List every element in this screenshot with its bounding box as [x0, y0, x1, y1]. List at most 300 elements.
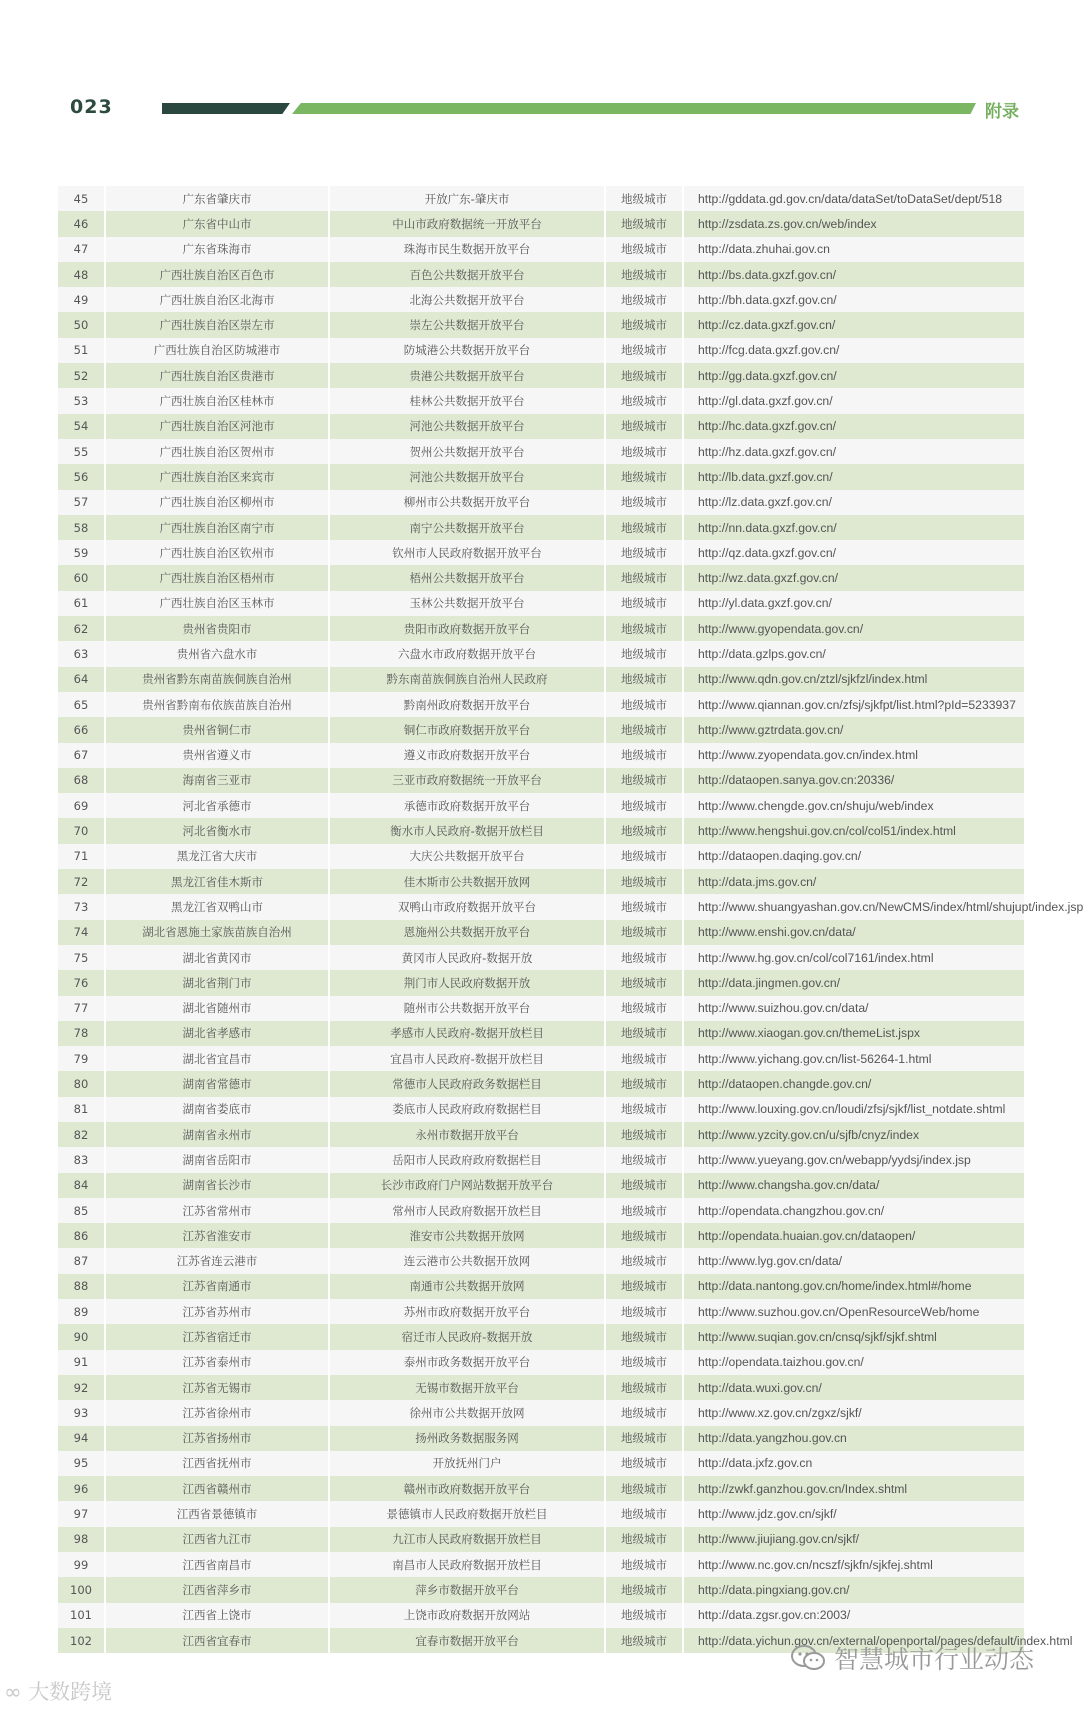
- row-platform-name: 徐州市公共数据开放网: [330, 1400, 606, 1425]
- row-url: http://lz.data.gxzf.gov.cn/: [698, 495, 832, 510]
- row-url: http://bs.data.gxzf.gov.cn/: [698, 267, 836, 282]
- table-row: [58, 1426, 1024, 1451]
- row-url: http://bh.data.gxzf.gov.cn/: [698, 292, 837, 307]
- table-row: [58, 363, 1024, 388]
- row-number: 53: [58, 388, 106, 413]
- row-number: 48: [58, 262, 106, 287]
- row-number: 84: [58, 1173, 106, 1198]
- table-row: [58, 464, 1024, 489]
- row-number: 55: [58, 439, 106, 464]
- row-location: 江苏省苏州市: [106, 1299, 330, 1324]
- row-city-level: 地级城市: [606, 1527, 684, 1552]
- row-city-level: 地级城市: [606, 1021, 684, 1046]
- row-city-level: 地级城市: [606, 540, 684, 565]
- row-url: http://dataopen.daqing.gov.cn/: [698, 849, 862, 864]
- row-platform-name: 开放抚州门户: [330, 1451, 606, 1476]
- row-number: 87: [58, 1248, 106, 1273]
- row-location: 江西省萍乡市: [106, 1577, 330, 1602]
- row-number: 69: [58, 793, 106, 818]
- row-platform-name: 常州市人民政府数据开放栏目: [330, 1198, 606, 1223]
- row-city-level: 地级城市: [606, 920, 684, 945]
- table-row: [58, 1299, 1024, 1324]
- row-url: http://www.xz.gov.cn/zgxz/sjkf/: [698, 1405, 862, 1420]
- section-label: 附录: [985, 102, 1019, 122]
- row-number: 85: [58, 1198, 106, 1223]
- row-location: 广西壮族自治区防城港市: [106, 338, 330, 363]
- row-url: http://yl.data.gxzf.gov.cn/: [698, 596, 832, 611]
- table-row: [58, 692, 1024, 717]
- table-row: [58, 439, 1024, 464]
- row-number: 73: [58, 894, 106, 919]
- row-city-level: 地级城市: [606, 1400, 684, 1425]
- header-bar-green: [292, 103, 976, 114]
- table-row: [58, 414, 1024, 439]
- row-platform-name: 苏州市政府数据开放平台: [330, 1299, 606, 1324]
- row-platform-name: 防城港公共数据开放平台: [330, 338, 606, 363]
- row-city-level: 地级城市: [606, 996, 684, 1021]
- row-url: http://www.jdz.gov.cn/sjkf/: [698, 1507, 837, 1522]
- row-url: http://www.suzhou.gov.cn/OpenResourceWeb/home: [698, 1304, 980, 1319]
- table-row: [58, 312, 1024, 337]
- row-number: 54: [58, 414, 106, 439]
- table-row: [58, 616, 1024, 641]
- row-platform-name: 南昌市人民政府数据开放栏目: [330, 1552, 606, 1577]
- row-platform-name: 佳木斯市公共数据开放网: [330, 869, 606, 894]
- table-row: [58, 894, 1083, 919]
- table-row: [58, 1097, 1024, 1122]
- row-city-level: 地级城市: [606, 1552, 684, 1577]
- row-platform-name: 开放广东-肇庆市: [330, 186, 606, 211]
- row-location: 江苏省淮安市: [106, 1223, 330, 1248]
- table-row: [58, 743, 1024, 768]
- row-city-level: 地级城市: [606, 793, 684, 818]
- row-platform-name: 常德市人民政府政务数据栏目: [330, 1071, 606, 1096]
- row-url: http://www.hg.gov.cn/col/col7161/index.html: [698, 950, 934, 965]
- table-row: [58, 287, 1024, 312]
- row-platform-name: 柳州市公共数据开放平台: [330, 490, 606, 515]
- row-city-level: 地级城市: [606, 1147, 684, 1172]
- row-location: 广西壮族自治区百色市: [106, 262, 330, 287]
- row-platform-name: 九江市人民政府数据开放栏目: [330, 1527, 606, 1552]
- row-platform-name: 扬州政务数据服务网: [330, 1426, 606, 1451]
- row-platform-name: 永州市数据开放平台: [330, 1122, 606, 1147]
- row-location: 广西壮族自治区梧州市: [106, 565, 330, 590]
- row-location: 黑龙江省双鸭山市: [106, 894, 330, 919]
- row-platform-name: 梧州公共数据开放平台: [330, 565, 606, 590]
- table-row: [58, 996, 1024, 1021]
- table-row: [58, 970, 1024, 995]
- table-row: [58, 338, 1024, 363]
- row-url: http://nn.data.gxzf.gov.cn/: [698, 520, 837, 535]
- row-platform-name: 三亚市政府数据统一开放平台: [330, 768, 606, 793]
- row-location: 湖北省宜昌市: [106, 1046, 330, 1071]
- row-platform-name: 连云港市公共数据开放网: [330, 1248, 606, 1273]
- table-row: [58, 1324, 1024, 1349]
- row-city-level: 地级城市: [606, 1223, 684, 1248]
- row-city-level: 地级城市: [606, 186, 684, 211]
- row-location: 江西省抚州市: [106, 1451, 330, 1476]
- row-number: 62: [58, 616, 106, 641]
- table-row: [58, 768, 1024, 793]
- row-url: http://www.louxing.gov.cn/loudi/zfsj/sjkf/list_notdate.shtml: [698, 1102, 1006, 1117]
- row-url: http://www.jiujiang.gov.cn/sjkf/: [698, 1532, 859, 1547]
- row-number: 80: [58, 1071, 106, 1096]
- row-location: 广西壮族自治区柳州市: [106, 490, 330, 515]
- row-platform-name: 崇左公共数据开放平台: [330, 312, 606, 337]
- row-number: 68: [58, 768, 106, 793]
- table-row: [58, 540, 1024, 565]
- row-number: 77: [58, 996, 106, 1021]
- row-city-level: 地级城市: [606, 894, 684, 919]
- row-url: http://www.gyopendata.gov.cn/: [698, 621, 864, 636]
- row-number: 49: [58, 287, 106, 312]
- row-location: 海南省三亚市: [106, 768, 330, 793]
- footer-left-text: 大数跨境: [28, 1680, 113, 1704]
- table-row: [58, 1476, 1024, 1501]
- row-location: 江苏省宿迁市: [106, 1324, 330, 1349]
- row-number: 94: [58, 1426, 106, 1451]
- row-url: http://data.gzlps.gov.cn/: [698, 646, 826, 661]
- row-city-level: 地级城市: [606, 414, 684, 439]
- row-city-level: 地级城市: [606, 667, 684, 692]
- table-row: [58, 262, 1024, 287]
- row-platform-name: 宜昌市人民政府-数据开放栏目: [330, 1046, 606, 1071]
- row-url: http://wz.data.gxzf.gov.cn/: [698, 571, 839, 586]
- row-url: http://data.zgsr.gov.cn:2003/: [698, 1608, 851, 1623]
- table-row: [58, 1527, 1024, 1552]
- row-location: 湖南省岳阳市: [106, 1147, 330, 1172]
- row-city-level: 地级城市: [606, 768, 684, 793]
- row-number: 61: [58, 591, 106, 616]
- row-platform-name: 淮安市公共数据开放网: [330, 1223, 606, 1248]
- row-platform-name: 玉林公共数据开放平台: [330, 591, 606, 616]
- row-city-level: 地级城市: [606, 970, 684, 995]
- row-location: 江苏省无锡市: [106, 1375, 330, 1400]
- row-number: 98: [58, 1527, 106, 1552]
- row-platform-name: 无锡市数据开放平台: [330, 1375, 606, 1400]
- row-number: 46: [58, 211, 106, 236]
- row-url: http://www.chengde.gov.cn/shuju/web/index: [698, 798, 934, 813]
- row-url: http://www.gztrdata.gov.cn/: [698, 722, 844, 737]
- wechat-icon: [790, 1644, 826, 1672]
- row-number: 59: [58, 540, 106, 565]
- table-row: [58, 641, 1024, 666]
- row-url: http://www.zyopendata.gov.cn/index.html: [698, 748, 918, 763]
- row-city-level: 地级城市: [606, 1299, 684, 1324]
- row-city-level: 地级城市: [606, 1122, 684, 1147]
- row-location: 江苏省扬州市: [106, 1426, 330, 1451]
- row-number: 45: [58, 186, 106, 211]
- row-platform-name: 黄冈市人民政府-数据开放: [330, 945, 606, 970]
- row-city-level: 地级城市: [606, 818, 684, 843]
- row-city-level: 地级城市: [606, 262, 684, 287]
- row-city-level: 地级城市: [606, 844, 684, 869]
- row-platform-name: 中山市政府数据统一开放平台: [330, 211, 606, 236]
- row-city-level: 地级城市: [606, 363, 684, 388]
- table-row: [58, 1071, 1024, 1096]
- row-location: 江西省宜春市: [106, 1628, 330, 1653]
- row-platform-name: 长沙市政府门户网站数据开放平台: [330, 1173, 606, 1198]
- row-city-level: 地级城市: [606, 1350, 684, 1375]
- row-number: 96: [58, 1476, 106, 1501]
- footer-watermark-right: [790, 1640, 1034, 1676]
- row-number: 78: [58, 1021, 106, 1046]
- row-number: 76: [58, 970, 106, 995]
- row-platform-name: 铜仁市政府数据开放平台: [330, 717, 606, 742]
- row-platform-name: 赣州市政府数据开放平台: [330, 1476, 606, 1501]
- page-number: 023: [70, 96, 113, 118]
- row-url: http://dataopen.sanya.gov.cn:20336/: [698, 773, 895, 788]
- row-city-level: 地级城市: [606, 692, 684, 717]
- row-url: http://www.xiaogan.gov.cn/themeList.jspx: [698, 1026, 920, 1041]
- row-platform-name: 遵义市政府数据开放平台: [330, 743, 606, 768]
- row-platform-name: 荆门市人民政府数据开放: [330, 970, 606, 995]
- table-row: [58, 1451, 1024, 1476]
- table-row: [58, 1046, 1024, 1071]
- row-number: 75: [58, 945, 106, 970]
- row-url: http://www.shuangyashan.gov.cn/NewCMS/index/html/shujupt/index.jsp: [698, 899, 1083, 914]
- row-number: 57: [58, 490, 106, 515]
- row-city-level: 地级城市: [606, 1173, 684, 1198]
- row-location: 贵州省贵阳市: [106, 616, 330, 641]
- table-row: [58, 667, 1024, 692]
- row-location: 河北省衡水市: [106, 818, 330, 843]
- row-url: http://data.yangzhou.gov.cn: [698, 1431, 847, 1446]
- row-location: 湖北省恩施土家族苗族自治州: [106, 920, 330, 945]
- table-row: [58, 1173, 1024, 1198]
- row-location: 江西省景德镇市: [106, 1501, 330, 1526]
- row-location: 贵州省铜仁市: [106, 717, 330, 742]
- row-url: http://gl.data.gxzf.gov.cn/: [698, 394, 833, 409]
- row-platform-name: 承德市政府数据开放平台: [330, 793, 606, 818]
- row-url: http://data.nantong.gov.cn/home/index.html#/home: [698, 1279, 972, 1294]
- row-number: 52: [58, 363, 106, 388]
- table-row: [58, 1147, 1024, 1172]
- row-location: 贵州省黔东南苗族侗族自治州: [106, 667, 330, 692]
- row-platform-name: 钦州市人民政府数据开放平台: [330, 540, 606, 565]
- table-row: [58, 211, 1024, 236]
- row-number: 82: [58, 1122, 106, 1147]
- row-url: http://opendata.taizhou.gov.cn/: [698, 1355, 864, 1370]
- table-row: [58, 490, 1024, 515]
- row-location: 湖北省荆门市: [106, 970, 330, 995]
- row-url: http://gg.data.gxzf.gov.cn/: [698, 368, 837, 383]
- row-url: http://www.lyg.gov.cn/data/: [698, 1254, 843, 1269]
- table-row: [58, 1400, 1024, 1425]
- row-platform-name: 娄底市人民政府政府数据栏目: [330, 1097, 606, 1122]
- table-row: [58, 818, 1024, 843]
- row-location: 江苏省连云港市: [106, 1248, 330, 1273]
- row-location: 江西省赣州市: [106, 1476, 330, 1501]
- row-platform-name: 贵阳市政府数据开放平台: [330, 616, 606, 641]
- row-number: 100: [58, 1577, 106, 1602]
- table-row: [58, 1223, 1024, 1248]
- row-url: http://www.enshi.gov.cn/data/: [698, 925, 856, 940]
- row-city-level: 地级城市: [606, 565, 684, 590]
- row-url: http://www.yzcity.gov.cn/u/sjfb/cnyz/index: [698, 1127, 920, 1142]
- table-row: [58, 1552, 1024, 1577]
- row-url: http://data.zhuhai.gov.cn: [698, 242, 830, 257]
- table-row: [58, 844, 1024, 869]
- row-platform-name: 随州市公共数据开放平台: [330, 996, 606, 1021]
- row-platform-name: 黔南州政府数据开放平台: [330, 692, 606, 717]
- row-location: 广东省中山市: [106, 211, 330, 236]
- row-city-level: 地级城市: [606, 1071, 684, 1096]
- row-city-level: 地级城市: [606, 1476, 684, 1501]
- row-platform-name: 景德镇市人民政府数据开放栏目: [330, 1501, 606, 1526]
- row-city-level: 地级城市: [606, 869, 684, 894]
- row-number: 101: [58, 1603, 106, 1628]
- weibo-icon: ∞: [4, 1680, 22, 1704]
- row-location: 江苏省徐州市: [106, 1400, 330, 1425]
- footer-watermark-left: [4, 1676, 112, 1706]
- row-city-level: 地级城市: [606, 1274, 684, 1299]
- row-number: 90: [58, 1324, 106, 1349]
- row-url: http://hc.data.gxzf.gov.cn/: [698, 419, 836, 434]
- row-city-level: 地级城市: [606, 490, 684, 515]
- table-row: [58, 945, 1024, 970]
- row-url: http://data.yichun.gov.cn/external/openportal/pages/default/index.html: [698, 1633, 1073, 1648]
- row-city-level: 地级城市: [606, 1628, 684, 1653]
- row-url: http://www.suizhou.gov.cn/data/: [698, 1001, 869, 1016]
- row-url: http://www.changsha.gov.cn/data/: [698, 1178, 880, 1193]
- table-row: [58, 1375, 1024, 1400]
- row-number: 64: [58, 667, 106, 692]
- row-location: 广西壮族自治区钦州市: [106, 540, 330, 565]
- row-platform-name: 宜春市数据开放平台: [330, 1628, 606, 1653]
- table-row: [58, 1577, 1024, 1602]
- row-city-level: 地级城市: [606, 1451, 684, 1476]
- row-city-level: 地级城市: [606, 515, 684, 540]
- row-number: 89: [58, 1299, 106, 1324]
- row-number: 81: [58, 1097, 106, 1122]
- row-number: 79: [58, 1046, 106, 1071]
- row-city-level: 地级城市: [606, 1603, 684, 1628]
- row-location: 广西壮族自治区北海市: [106, 287, 330, 312]
- row-location: 湖北省孝感市: [106, 1021, 330, 1046]
- header-bar-dark: [162, 103, 290, 114]
- table-row: [58, 1350, 1024, 1375]
- row-number: 65: [58, 692, 106, 717]
- table-row: [58, 869, 1024, 894]
- row-city-level: 地级城市: [606, 1248, 684, 1273]
- row-url: http://www.yichang.gov.cn/list-56264-1.html: [698, 1051, 932, 1066]
- row-city-level: 地级城市: [606, 237, 684, 262]
- row-city-level: 地级城市: [606, 439, 684, 464]
- row-location: 湖南省娄底市: [106, 1097, 330, 1122]
- row-platform-name: 衡水市人民政府-数据开放栏目: [330, 818, 606, 843]
- row-platform-name: 南通市公共数据开放网: [330, 1274, 606, 1299]
- row-url: http://zsdata.zs.gov.cn/web/index: [698, 216, 877, 231]
- row-number: 83: [58, 1147, 106, 1172]
- row-url: http://hz.data.gxzf.gov.cn/: [698, 444, 836, 459]
- row-url: http://fcg.data.gxzf.gov.cn/: [698, 343, 840, 358]
- row-platform-name: 河池公共数据开放平台: [330, 414, 606, 439]
- row-location: 湖南省长沙市: [106, 1173, 330, 1198]
- row-location: 江西省南昌市: [106, 1552, 330, 1577]
- row-location: 江西省上饶市: [106, 1603, 330, 1628]
- row-city-level: 地级城市: [606, 338, 684, 363]
- row-location: 广东省珠海市: [106, 237, 330, 262]
- row-url: http://lb.data.gxzf.gov.cn/: [698, 469, 833, 484]
- table-row: [58, 1021, 1024, 1046]
- row-url: http://data.pingxiang.gov.cn/: [698, 1582, 850, 1597]
- row-url: http://opendata.huaian.gov.cn/dataopen/: [698, 1228, 916, 1243]
- row-city-level: 地级城市: [606, 616, 684, 641]
- row-city-level: 地级城市: [606, 641, 684, 666]
- row-location: 江苏省常州市: [106, 1198, 330, 1223]
- table-row: [58, 565, 1024, 590]
- row-number: 51: [58, 338, 106, 363]
- row-platform-name: 泰州市政务数据开放平台: [330, 1350, 606, 1375]
- row-platform-name: 珠海市民生数据开放平台: [330, 237, 606, 262]
- row-number: 72: [58, 869, 106, 894]
- row-city-level: 地级城市: [606, 591, 684, 616]
- row-location: 广西壮族自治区河池市: [106, 414, 330, 439]
- row-platform-name: 上饶市政府数据开放网站: [330, 1603, 606, 1628]
- row-location: 广西壮族自治区崇左市: [106, 312, 330, 337]
- row-number: 74: [58, 920, 106, 945]
- row-number: 95: [58, 1451, 106, 1476]
- row-platform-name: 六盘水市政府数据开放平台: [330, 641, 606, 666]
- table-row: [58, 793, 1024, 818]
- row-number: 71: [58, 844, 106, 869]
- row-location: 黑龙江省佳木斯市: [106, 869, 330, 894]
- page-header: [0, 0, 1080, 160]
- row-number: 66: [58, 717, 106, 742]
- platform-table: [58, 186, 1083, 1653]
- row-url: http://cz.data.gxzf.gov.cn/: [698, 318, 836, 333]
- footer-right-text: 智慧城市行业动态: [834, 1645, 1035, 1674]
- row-number: 58: [58, 515, 106, 540]
- row-city-level: 地级城市: [606, 388, 684, 413]
- row-url: http://opendata.changzhou.gov.cn/: [698, 1203, 885, 1218]
- row-location: 湖北省黄冈市: [106, 945, 330, 970]
- row-url: http://www.suqian.gov.cn/cnsq/sjkf/sjkf.shtml: [698, 1330, 937, 1344]
- row-url: http://www.hengshui.gov.cn/col/col51/index.html: [698, 824, 956, 839]
- table-row: [58, 515, 1024, 540]
- row-url: http://qz.data.gxzf.gov.cn/: [698, 545, 836, 560]
- table-row: [58, 1274, 1024, 1299]
- row-platform-name: 萍乡市数据开放平台: [330, 1577, 606, 1602]
- row-number: 50: [58, 312, 106, 337]
- row-city-level: 地级城市: [606, 1046, 684, 1071]
- row-location: 河北省承德市: [106, 793, 330, 818]
- row-platform-name: 岳阳市人民政府政府数据栏目: [330, 1147, 606, 1172]
- row-location: 广西壮族自治区来宾市: [106, 464, 330, 489]
- row-url: http://gddata.gd.gov.cn/data/dataSet/toDataSet/dept/518: [698, 191, 1003, 206]
- row-platform-name: 百色公共数据开放平台: [330, 262, 606, 287]
- row-city-level: 地级城市: [606, 1501, 684, 1526]
- row-number: 56: [58, 464, 106, 489]
- table-row: [58, 591, 1024, 616]
- row-number: 70: [58, 818, 106, 843]
- row-location: 贵州省黔南布依族苗族自治州: [106, 692, 330, 717]
- row-number: 91: [58, 1350, 106, 1375]
- row-number: 102: [58, 1628, 106, 1653]
- row-platform-name: 黔东南苗族侗族自治州人民政府: [330, 667, 606, 692]
- row-platform-name: 桂林公共数据开放平台: [330, 388, 606, 413]
- row-location: 贵州省六盘水市: [106, 641, 330, 666]
- row-location: 广西壮族自治区玉林市: [106, 591, 330, 616]
- table-row: [58, 1248, 1024, 1273]
- row-number: 60: [58, 565, 106, 590]
- row-location: 江苏省泰州市: [106, 1350, 330, 1375]
- row-city-level: 地级城市: [606, 312, 684, 337]
- row-platform-name: 大庆公共数据开放平台: [330, 844, 606, 869]
- row-platform-name: 孝感市人民政府-数据开放栏目: [330, 1021, 606, 1046]
- row-city-level: 地级城市: [606, 287, 684, 312]
